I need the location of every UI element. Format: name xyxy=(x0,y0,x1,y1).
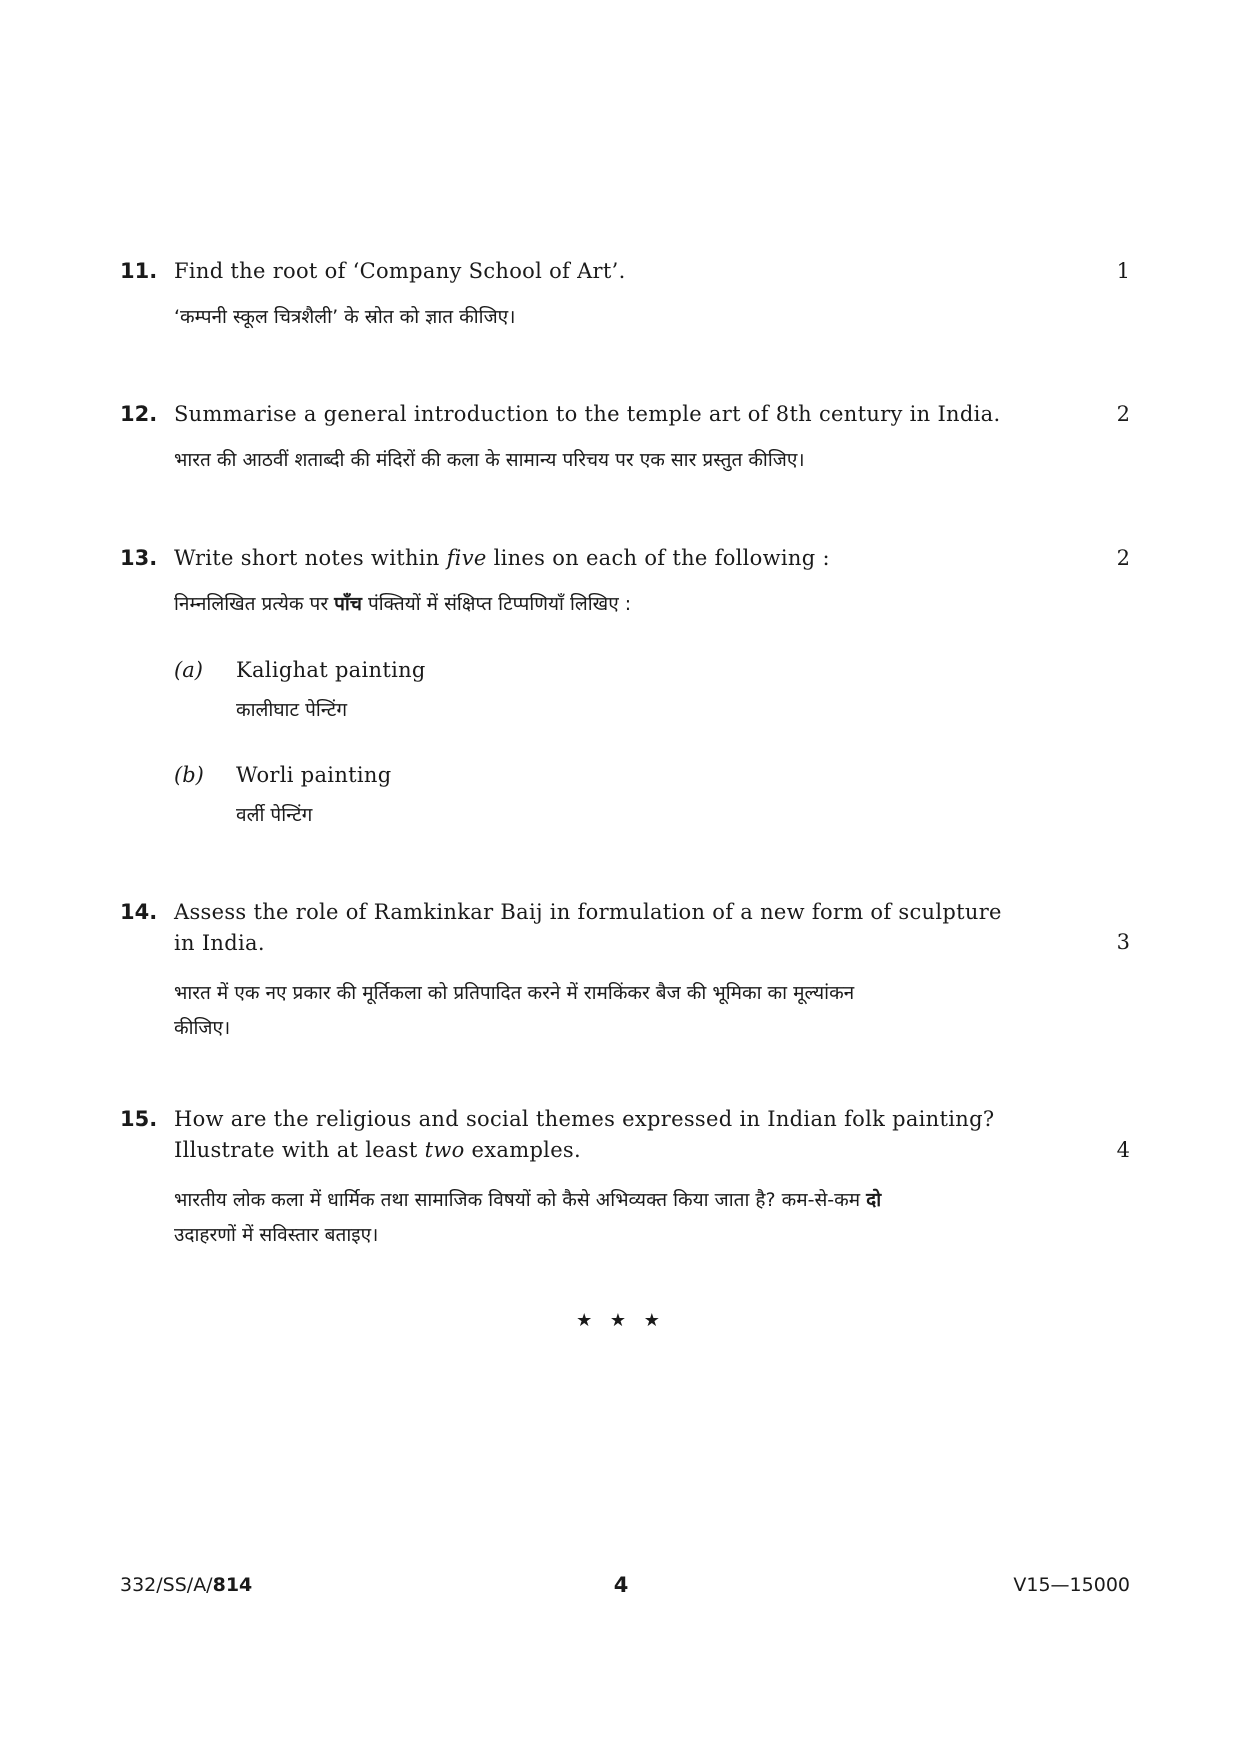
question-text: Find the root of ‘Company School of Art’. xyxy=(174,259,626,283)
marks: 2 xyxy=(1116,546,1130,570)
sub-question-text: Worli painting xyxy=(236,763,392,787)
question-text-hindi xyxy=(174,976,1134,1046)
question-number: 12. xyxy=(120,402,158,426)
marks: 4 xyxy=(1116,1138,1130,1162)
emphasis: two xyxy=(424,1138,465,1162)
question-text-hindi xyxy=(174,587,1074,621)
question-number: 13. xyxy=(120,546,158,570)
hindi-text-line xyxy=(174,1183,1134,1218)
question-text-part: Write short notes within xyxy=(174,546,447,570)
marks: 1 xyxy=(1116,259,1130,283)
hindi-text-part: भारतीय लोक कला में धार्मिक तथा सामाजिक विषयों को कैसे अभिव्यक्त किया जाता है? कम-से-कम xyxy=(174,1189,867,1211)
question-text-hindi xyxy=(174,1183,1134,1253)
page-number: 4 xyxy=(613,1573,629,1597)
sub-question-text-hindi: वर्ली पेन्टिंग xyxy=(236,804,313,826)
question-text-part: lines on each of the following : xyxy=(486,546,830,570)
question-text-line: Assess the role of Ramkinkar Baij in formulation of a new form of sculpture xyxy=(174,900,1002,924)
question-text xyxy=(174,543,1074,574)
question-number: 14. xyxy=(120,900,158,924)
question-number: 11. xyxy=(120,259,158,283)
question-text-part: examples. xyxy=(464,1138,581,1162)
question-text-part: Illustrate with at least xyxy=(174,1138,425,1162)
sub-question-text-hindi: कालीघाट पेन्टिंग xyxy=(236,699,348,721)
paper-code-number: 814 xyxy=(212,1574,253,1596)
sub-question-label: (b) xyxy=(174,763,204,787)
marks: 3 xyxy=(1116,930,1130,954)
question-text-line: in India. xyxy=(174,931,265,955)
question-text xyxy=(174,1104,1114,1166)
question-text xyxy=(174,897,1114,959)
sub-question-text: Kalighat painting xyxy=(236,658,426,682)
hindi-bold: दो xyxy=(866,1189,882,1211)
hindi-text-part: पंक्तियों में संक्षिप्त टिप्पणियाँ लिखिए : xyxy=(361,593,632,615)
hindi-text-line: भारत में एक नए प्रकार की मूर्तिकला को प्रतिपादित करने में रामकिंकर बैज की भूमिका का मूल्यांकन xyxy=(174,982,855,1004)
marks: 2 xyxy=(1116,402,1130,426)
sub-question-label: (a) xyxy=(174,658,203,682)
hindi-text-line: उदाहरणों में सविस्तार बताइए। xyxy=(174,1224,379,1246)
question-number: 15. xyxy=(120,1107,158,1131)
version-code: V15—15000 xyxy=(1013,1574,1130,1596)
emphasis: five xyxy=(446,546,487,570)
hindi-text-part: निम्नलिखित प्रत्येक पर xyxy=(174,593,335,615)
question-text-hindi: ‘कम्पनी स्कूल चित्रशैली’ के स्रोत को ज्ञात कीजिए। xyxy=(174,306,516,328)
question-text: Summarise a general introduction to the temple art of 8th century in India. xyxy=(174,402,1001,426)
paper-code-prefix: 332/SS/A/ xyxy=(120,1574,213,1596)
question-text-line: How are the religious and social themes expressed in Indian folk painting? xyxy=(174,1107,995,1131)
question-text-line xyxy=(174,1135,1114,1166)
end-of-paper-marker: ★ ★ ★ xyxy=(576,1310,666,1331)
hindi-text-line: कीजिए। xyxy=(174,1017,231,1039)
hindi-bold: पाँच xyxy=(334,593,362,615)
question-text-hindi: भारत की आठवीं शताब्दी की मंदिरों की कला के सामान्य परिचय पर एक सार प्रस्तुत कीजिए। xyxy=(174,449,805,471)
